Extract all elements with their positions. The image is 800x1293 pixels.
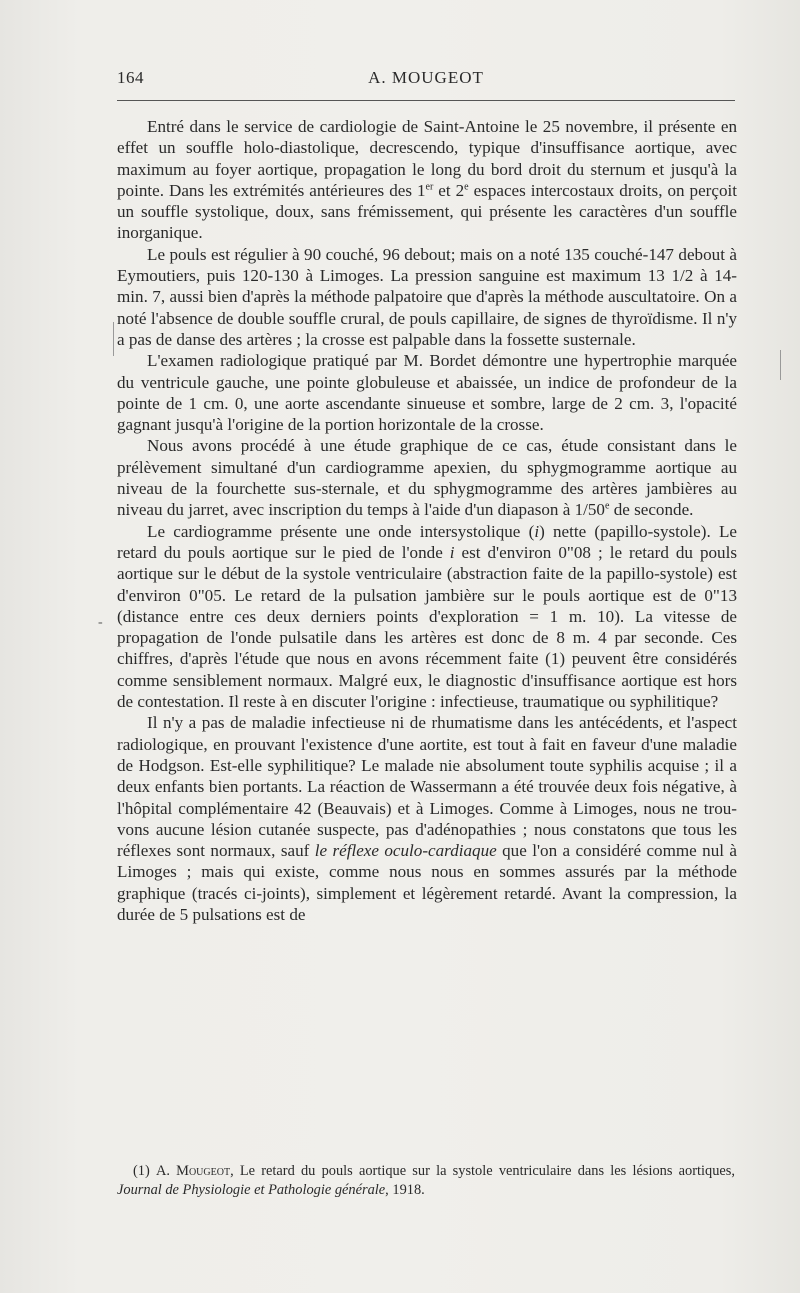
footnote-text-before: , Le retard du pouls aortique sur la systole ventriculaire dans les lésions aortiques, [230, 1163, 735, 1179]
footnote-marker: (1) [133, 1163, 150, 1179]
body-text [117, 116, 737, 925]
footnote-author: A. Mougeot [155, 1163, 231, 1179]
footnote [117, 1162, 735, 1200]
margin-stroke [780, 350, 781, 380]
page-number: 164 [117, 68, 144, 87]
paragraph: L'examen radiologique pratiqué par M. Bordet démontre une hypertrophie marquée du ventricule gauche, une pointe globuleuse et abaissée, un indice de profondeur de la pointe de 1 cm. 0, une aorte ascendante sinueuse et sombre, large de 2 cm. 3, l'opacité gagnant jusqu'à l'origine de la portion horizontale de la crosse. [117, 351, 737, 435]
paragraph: Il n'y a pas de maladie infectieuse ni de rhumatisme dans les antécédents, et l'aspect radiologique, en prouvant l'existence d'une aortite, est tout à fait en faveur d'une maladie de Hodgson. Est-elle syphilitique? Le malade nie absolument toute syphilis acquise ; il a deux enfants bien portants. La réaction de Wassermann a été trouvée deux fois négative, à l'hôpital complémentaire 42 (Beauvais) et à Limoges. Comme à Limoges, nous ne trouvons aucune lésion cutanée suspecte, pas d'adénopathies ; nous constatons que tous les réflexes sont normaux, sauf le réflexe oculo-cardiaque que l'on a considéré comme nul à Limoges ; mais qui existe, comme nous nous en sommes assurés par la méthode graphique (tracés ci-joints), simplement et légèrement retardé. Avant la compression, la durée de 5 pulsations est de [117, 713, 738, 924]
margin-mark: - [98, 615, 103, 630]
running-title: A. MOUGEOT [368, 68, 484, 87]
footnote-text [117, 1162, 735, 1200]
paragraph: Entré dans le service de cardiologie de Saint-Antoine le 25 novembre, il présente en effet un souffle holo-diastolique, decrescendo, typique d'insuffisance aortique, avec maximum au foyer aortique, propagation le long du bord droit du sternum et jusqu'à la pointe. Dans les extrémités antérieures des 1er et 2e espaces intercostaux droits, on perçoit un souffle systolique, doux, sans frémissement, qui présente les caractères d'un souffle inorganique. [117, 117, 737, 243]
running-header [117, 68, 735, 90]
footnote-text-after: , 1918. [385, 1182, 425, 1198]
margin-stroke [113, 322, 114, 356]
paragraph: Le pouls est régulier à 90 couché, 96 debout; mais on a noté 135 couché-147 debout à Eymoutiers, puis 120-130 à Limoges. La pression sanguine est maximum 13 1/2 à 14-min. 7, aussi bien d'après la méthode palpatoire que d'après la méthode auscultatoire. On a noté l'absence de double souffle crural, de pouls capillaire, de signes de thyroïdisme. Il n'y a pas de danse des artères ; la crosse est palpable dans la fossette susternale. [117, 244, 737, 349]
header-rule [117, 100, 735, 101]
footnote-journal: Journal de Physiologie et Pathologie générale [117, 1182, 386, 1198]
paragraph: Nous avons procédé à une étude graphique de ce cas, étude consistant dans le prélèvement simultané d'un cardiogramme apexien, du sphygmogramme aortique au niveau de la fourchette sus-sternale, et du sphygmogramme des artères jambières au niveau du jarret, avec inscription du temps à l'aide d'un diapason à 1/50e de seconde. [117, 436, 737, 520]
paragraph: Le cardiogramme présente une onde intersystolique (i) nette (papillo-systole). Le retard du pouls aortique sur le pied de l'onde i est d'environ 0"08 ; le retard du pouls aortique sur le début de la systole ventriculaire (abstraction faite de la papillo-systole) est d'environ 0"05. Le retard de la pulsation jambière sur le pouls aortique est de 0"13 (distance entre ces deux derniers points d'exploration = 1 m. 10). La vitesse de propagation de l'onde pulsatile dans les artères est donc de 8 m. 4 par seconde. Ces chiffres, d'après l'étude que nous en avons récemment faite (1) peuvent être considérés comme sensiblement normaux. Malgré eux, le diagnostic d'insuffisance aortique est hors de contestation. Il reste à en discuter l'origine : infectieuse, traumatique ou syphilitique? [117, 521, 737, 712]
